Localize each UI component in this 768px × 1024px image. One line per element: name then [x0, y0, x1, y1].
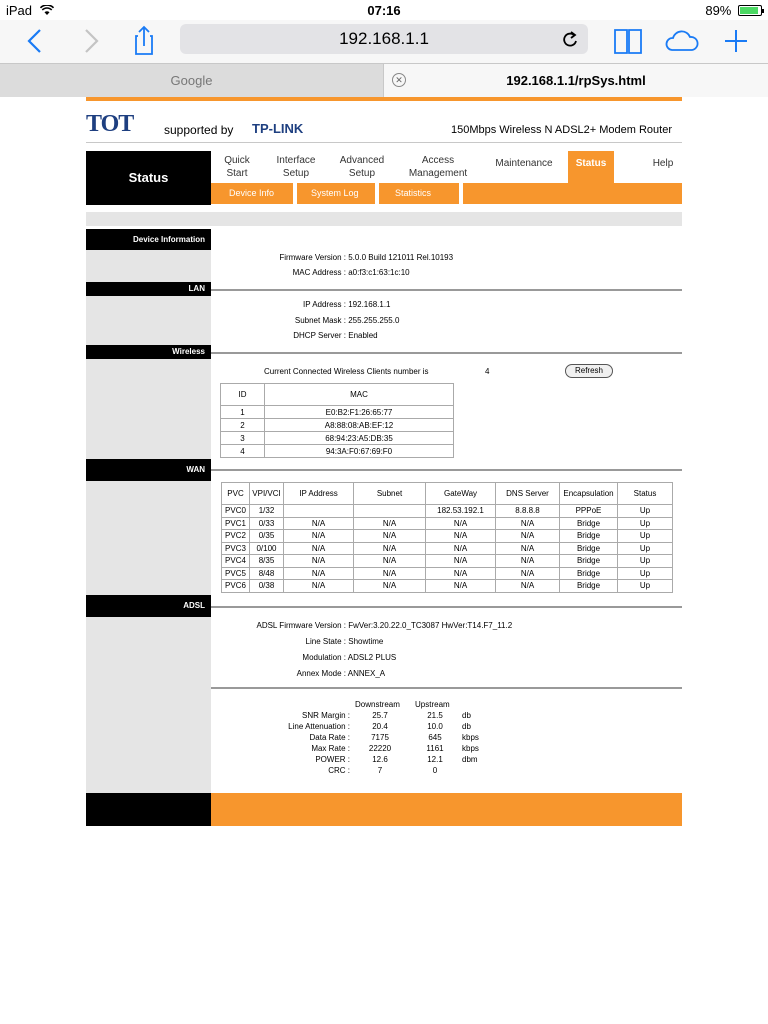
nav-label: Quick	[224, 155, 250, 166]
table-cell: Bridge	[560, 567, 618, 580]
table-cell: 94:3A:F0:67:69:F0	[265, 445, 454, 458]
table-cell: A8:88:08:AB:EF:12	[265, 419, 454, 432]
tot-logo: TOT	[86, 111, 134, 137]
table-cell: Up	[618, 567, 673, 580]
wireless-clients-count: 4	[485, 367, 490, 376]
ios-status-bar	[0, 0, 768, 20]
ip-value: 192.168.1.1	[348, 300, 391, 309]
browser-tabs	[0, 63, 768, 97]
subnav-divider	[459, 183, 463, 204]
stat-unit: db	[462, 722, 471, 731]
stat-downstream: 22220	[368, 744, 392, 753]
table-row	[221, 445, 454, 458]
grey-spacer	[86, 212, 682, 226]
mask-label: Subnet Mask :	[294, 316, 346, 325]
table-cell: PPPoE	[560, 505, 618, 518]
table-row	[222, 555, 673, 568]
table-cell: 0/100	[250, 542, 284, 555]
stat-label: Line Attenuation :	[288, 722, 350, 731]
stat-unit: kbps	[462, 744, 479, 753]
table-cell: Up	[618, 555, 673, 568]
table-cell: Bridge	[560, 530, 618, 543]
table-cell: N/A	[354, 567, 426, 580]
table-cell: N/A	[496, 580, 560, 593]
firmware-row	[216, 253, 453, 262]
stat-label: Max Rate :	[311, 744, 350, 753]
side-grey	[86, 250, 211, 282]
table-cell: N/A	[284, 542, 354, 555]
stat-upstream: 10.0	[427, 722, 443, 731]
table-cell: 8/35	[250, 555, 284, 568]
table-cell: 8/48	[250, 567, 284, 580]
table-cell: PVC6	[222, 580, 250, 593]
section-wan: WAN	[86, 459, 211, 481]
stat-upstream: 12.1	[427, 755, 443, 764]
adsl-fw-row	[216, 621, 512, 630]
column-header: Status	[618, 483, 673, 505]
wireless-clients-label: Current Connected Wireless Clients number is	[264, 367, 429, 376]
subnav-system-log[interactable]: System Log	[311, 188, 359, 198]
table-cell: N/A	[284, 555, 354, 568]
back-icon[interactable]	[18, 24, 54, 58]
section-lan: LAN	[86, 282, 211, 296]
close-tab-icon[interactable]: ✕	[392, 73, 406, 87]
annex-row	[216, 669, 385, 678]
router-page	[86, 97, 682, 797]
nav-label: Setup	[282, 168, 310, 179]
sub-nav	[211, 183, 682, 204]
table-row	[222, 567, 673, 580]
stat-upstream: 0	[432, 766, 438, 775]
table-cell: N/A	[496, 567, 560, 580]
column-header: MAC	[265, 384, 454, 406]
new-tab-icon[interactable]	[718, 24, 754, 58]
column-header: Subnet	[354, 483, 426, 505]
table-cell: PVC0	[222, 505, 250, 518]
table-cell: N/A	[354, 517, 426, 530]
table-row	[221, 419, 454, 432]
nav-advanced-setup[interactable]	[334, 151, 390, 183]
subnav-device-info[interactable]: Device Info	[229, 188, 275, 198]
table-cell: N/A	[496, 542, 560, 555]
column-header: GateWay	[426, 483, 496, 505]
nav-label: Interface	[276, 155, 316, 166]
table-cell: 0/33	[250, 517, 284, 530]
nav-section-title: Status	[86, 151, 211, 205]
table-cell: N/A	[284, 580, 354, 593]
ip-label: IP Address :	[303, 300, 346, 309]
upstream-header: Upstream	[415, 700, 450, 709]
table-row	[221, 406, 454, 419]
modulation-row	[216, 653, 396, 662]
tab-label: Google	[170, 73, 213, 88]
refresh-button[interactable]: Refresh	[565, 364, 613, 378]
table-cell: N/A	[426, 580, 496, 593]
table-cell: N/A	[496, 555, 560, 568]
table-cell: 182.53.192.1	[426, 505, 496, 518]
table-cell: Up	[618, 530, 673, 543]
stat-downstream: 25.7	[372, 711, 388, 720]
table-row	[221, 432, 454, 445]
mask-value: 255.255.255.0	[348, 316, 400, 325]
table-cell: N/A	[426, 530, 496, 543]
mac-label: MAC Address :	[292, 268, 346, 277]
table-cell: Up	[618, 580, 673, 593]
tab-label: 192.168.1.1/rpSys.html	[506, 73, 646, 88]
nav-maintenance[interactable]	[490, 151, 558, 183]
table-cell: N/A	[284, 517, 354, 530]
icloud-tabs-icon[interactable]	[664, 24, 700, 58]
table-cell: Bridge	[560, 580, 618, 593]
address-bar[interactable]	[180, 24, 588, 54]
divider	[211, 352, 682, 354]
line-state-value: Showtime	[348, 637, 384, 646]
subnav-divider	[293, 183, 297, 204]
bookmarks-icon[interactable]	[610, 24, 646, 58]
table-cell: 2	[221, 419, 265, 432]
subnav-statistics[interactable]: Statistics	[395, 188, 432, 198]
reload-icon[interactable]	[562, 29, 580, 49]
table-row	[222, 580, 673, 593]
nav-label: Advanced	[339, 155, 385, 166]
browser-toolbar	[0, 20, 768, 63]
table-row	[222, 517, 673, 530]
table-cell: E0:B2:F1:26:65:77	[265, 406, 454, 419]
nav-label: Help	[652, 158, 674, 169]
side-grey	[86, 481, 211, 595]
stat-label: POWER :	[315, 755, 350, 764]
side-grey	[86, 359, 211, 459]
stat-unit: dbm	[462, 755, 478, 764]
nav-interface-setup[interactable]	[270, 151, 322, 183]
modulation-label: Modulation :	[302, 653, 346, 662]
section-wireless: Wireless	[86, 345, 211, 359]
dhcp-row	[216, 331, 378, 340]
nav-label: Start	[226, 168, 248, 179]
dhcp-value: Enabled	[348, 331, 378, 340]
tab-router[interactable]	[384, 64, 768, 97]
nav-label: Status	[575, 158, 607, 169]
table-cell: 1	[221, 406, 265, 419]
table-cell: 1/32	[250, 505, 284, 518]
stat-downstream: 12.6	[372, 755, 388, 764]
nav-quick-start[interactable]	[216, 151, 258, 183]
table-cell: N/A	[284, 567, 354, 580]
table-cell: Bridge	[560, 555, 618, 568]
table-cell: N/A	[496, 530, 560, 543]
column-header: DNS Server	[496, 483, 560, 505]
section-device-info: Device Information	[86, 229, 211, 250]
table-row	[222, 505, 673, 518]
footer-left	[86, 793, 211, 826]
table-cell: N/A	[426, 555, 496, 568]
nav-access-management[interactable]	[404, 151, 472, 183]
side-grey	[86, 296, 211, 345]
table-row	[222, 542, 673, 555]
section-adsl: ADSL	[86, 595, 211, 617]
battery-fill	[740, 7, 758, 14]
modulation-value: ADSL2 PLUS	[347, 653, 397, 662]
table-cell: PVC3	[222, 542, 250, 555]
annex-value: ANNEX_A	[347, 669, 386, 678]
mask-row	[216, 316, 399, 325]
tplink-logo: TP-LINK	[252, 121, 304, 136]
battery-percent: 89%	[705, 3, 732, 18]
table-cell: 0/38	[250, 580, 284, 593]
table-cell: Bridge	[560, 542, 618, 555]
wireless-clients-table	[220, 383, 454, 458]
firmware-label: Firmware Version :	[279, 253, 346, 262]
footer-bar	[211, 793, 682, 826]
table-cell: PVC2	[222, 530, 250, 543]
table-cell: N/A	[354, 530, 426, 543]
side-grey	[86, 617, 211, 795]
annex-label: Annex Mode :	[296, 669, 346, 678]
table-cell: Bridge	[560, 517, 618, 530]
table-cell	[354, 505, 426, 518]
device-name: iPad	[6, 3, 33, 18]
stat-upstream: 645	[428, 733, 442, 742]
column-header: VPI/VCI	[250, 483, 284, 505]
table-cell: PVC4	[222, 555, 250, 568]
mac-row	[216, 268, 410, 277]
divider	[211, 289, 682, 291]
table-cell: N/A	[426, 542, 496, 555]
adsl-fw-value: FwVer:3.20.22.0_TC3087 HwVer:T14.F7_11.2	[348, 621, 513, 630]
url-text: 192.168.1.1	[339, 29, 429, 48]
stat-label: Data Rate :	[309, 733, 350, 742]
stat-label: SNR Margin :	[301, 711, 350, 720]
table-cell: N/A	[354, 580, 426, 593]
model-name: 150Mbps Wireless N ADSL2+ Modem Router	[450, 124, 672, 136]
stat-upstream: 21.5	[427, 711, 443, 720]
nav-label: Maintenance	[495, 158, 553, 169]
wan-table	[221, 482, 673, 593]
column-header: Encapsulation	[560, 483, 618, 505]
battery-icon	[738, 5, 762, 16]
supported-by-text: supported by	[164, 123, 234, 137]
line-state-label: Line State :	[305, 637, 346, 646]
table-cell: N/A	[426, 517, 496, 530]
stat-upstream: 1161	[426, 744, 444, 753]
mac-value: a0:f3:c1:63:1c:10	[348, 268, 410, 277]
table-cell: Up	[618, 517, 673, 530]
dhcp-label: DHCP Server :	[293, 331, 346, 340]
table-cell: Up	[618, 505, 673, 518]
column-header: ID	[221, 384, 265, 406]
table-cell: Up	[618, 542, 673, 555]
table-cell: N/A	[496, 517, 560, 530]
tab-google[interactable]	[0, 64, 384, 97]
divider	[211, 606, 682, 608]
nav-label: Access	[421, 155, 455, 166]
column-header: IP Address	[284, 483, 354, 505]
stat-downstream: 7	[377, 766, 383, 775]
ip-row	[216, 300, 391, 309]
line-state-row	[216, 637, 383, 646]
stat-unit: kbps	[462, 733, 479, 742]
nav-label: Setup	[348, 168, 376, 179]
table-cell: PVC5	[222, 567, 250, 580]
firmware-value: 5.0.0 Build 121011 Rel.10193	[348, 253, 454, 262]
stat-downstream: 20.4	[372, 722, 388, 731]
stat-unit: db	[462, 711, 471, 720]
table-cell: 68:94:23:A5:DB:35	[265, 432, 454, 445]
nav-status[interactable]	[568, 151, 614, 183]
table-cell: 4	[221, 445, 265, 458]
subnav-divider	[375, 183, 379, 204]
status-right	[705, 3, 762, 18]
brand-header	[86, 101, 682, 143]
nav-label: Management	[408, 168, 468, 179]
divider	[211, 469, 682, 471]
status-body	[86, 226, 682, 797]
table-cell: 0/35	[250, 530, 284, 543]
table-cell: 3	[221, 432, 265, 445]
column-header: PVC	[222, 483, 250, 505]
table-cell: N/A	[284, 530, 354, 543]
forward-icon[interactable]	[72, 24, 108, 58]
share-icon[interactable]	[126, 24, 162, 58]
nav-help[interactable]	[644, 151, 682, 183]
downstream-header: Downstream	[355, 700, 400, 709]
main-nav	[86, 151, 682, 205]
table-cell: N/A	[354, 555, 426, 568]
table-cell: PVC1	[222, 517, 250, 530]
table-cell: N/A	[426, 567, 496, 580]
stat-downstream: 7175	[371, 733, 389, 742]
table-row	[222, 530, 673, 543]
stat-label: CRC :	[328, 766, 350, 775]
table-cell	[284, 505, 354, 518]
clock: 07:16	[367, 3, 401, 18]
table-cell: N/A	[354, 542, 426, 555]
table-cell: 8.8.8.8	[496, 505, 560, 518]
adsl-fw-label: ADSL Firmware Version :	[256, 621, 346, 630]
divider	[211, 687, 682, 689]
